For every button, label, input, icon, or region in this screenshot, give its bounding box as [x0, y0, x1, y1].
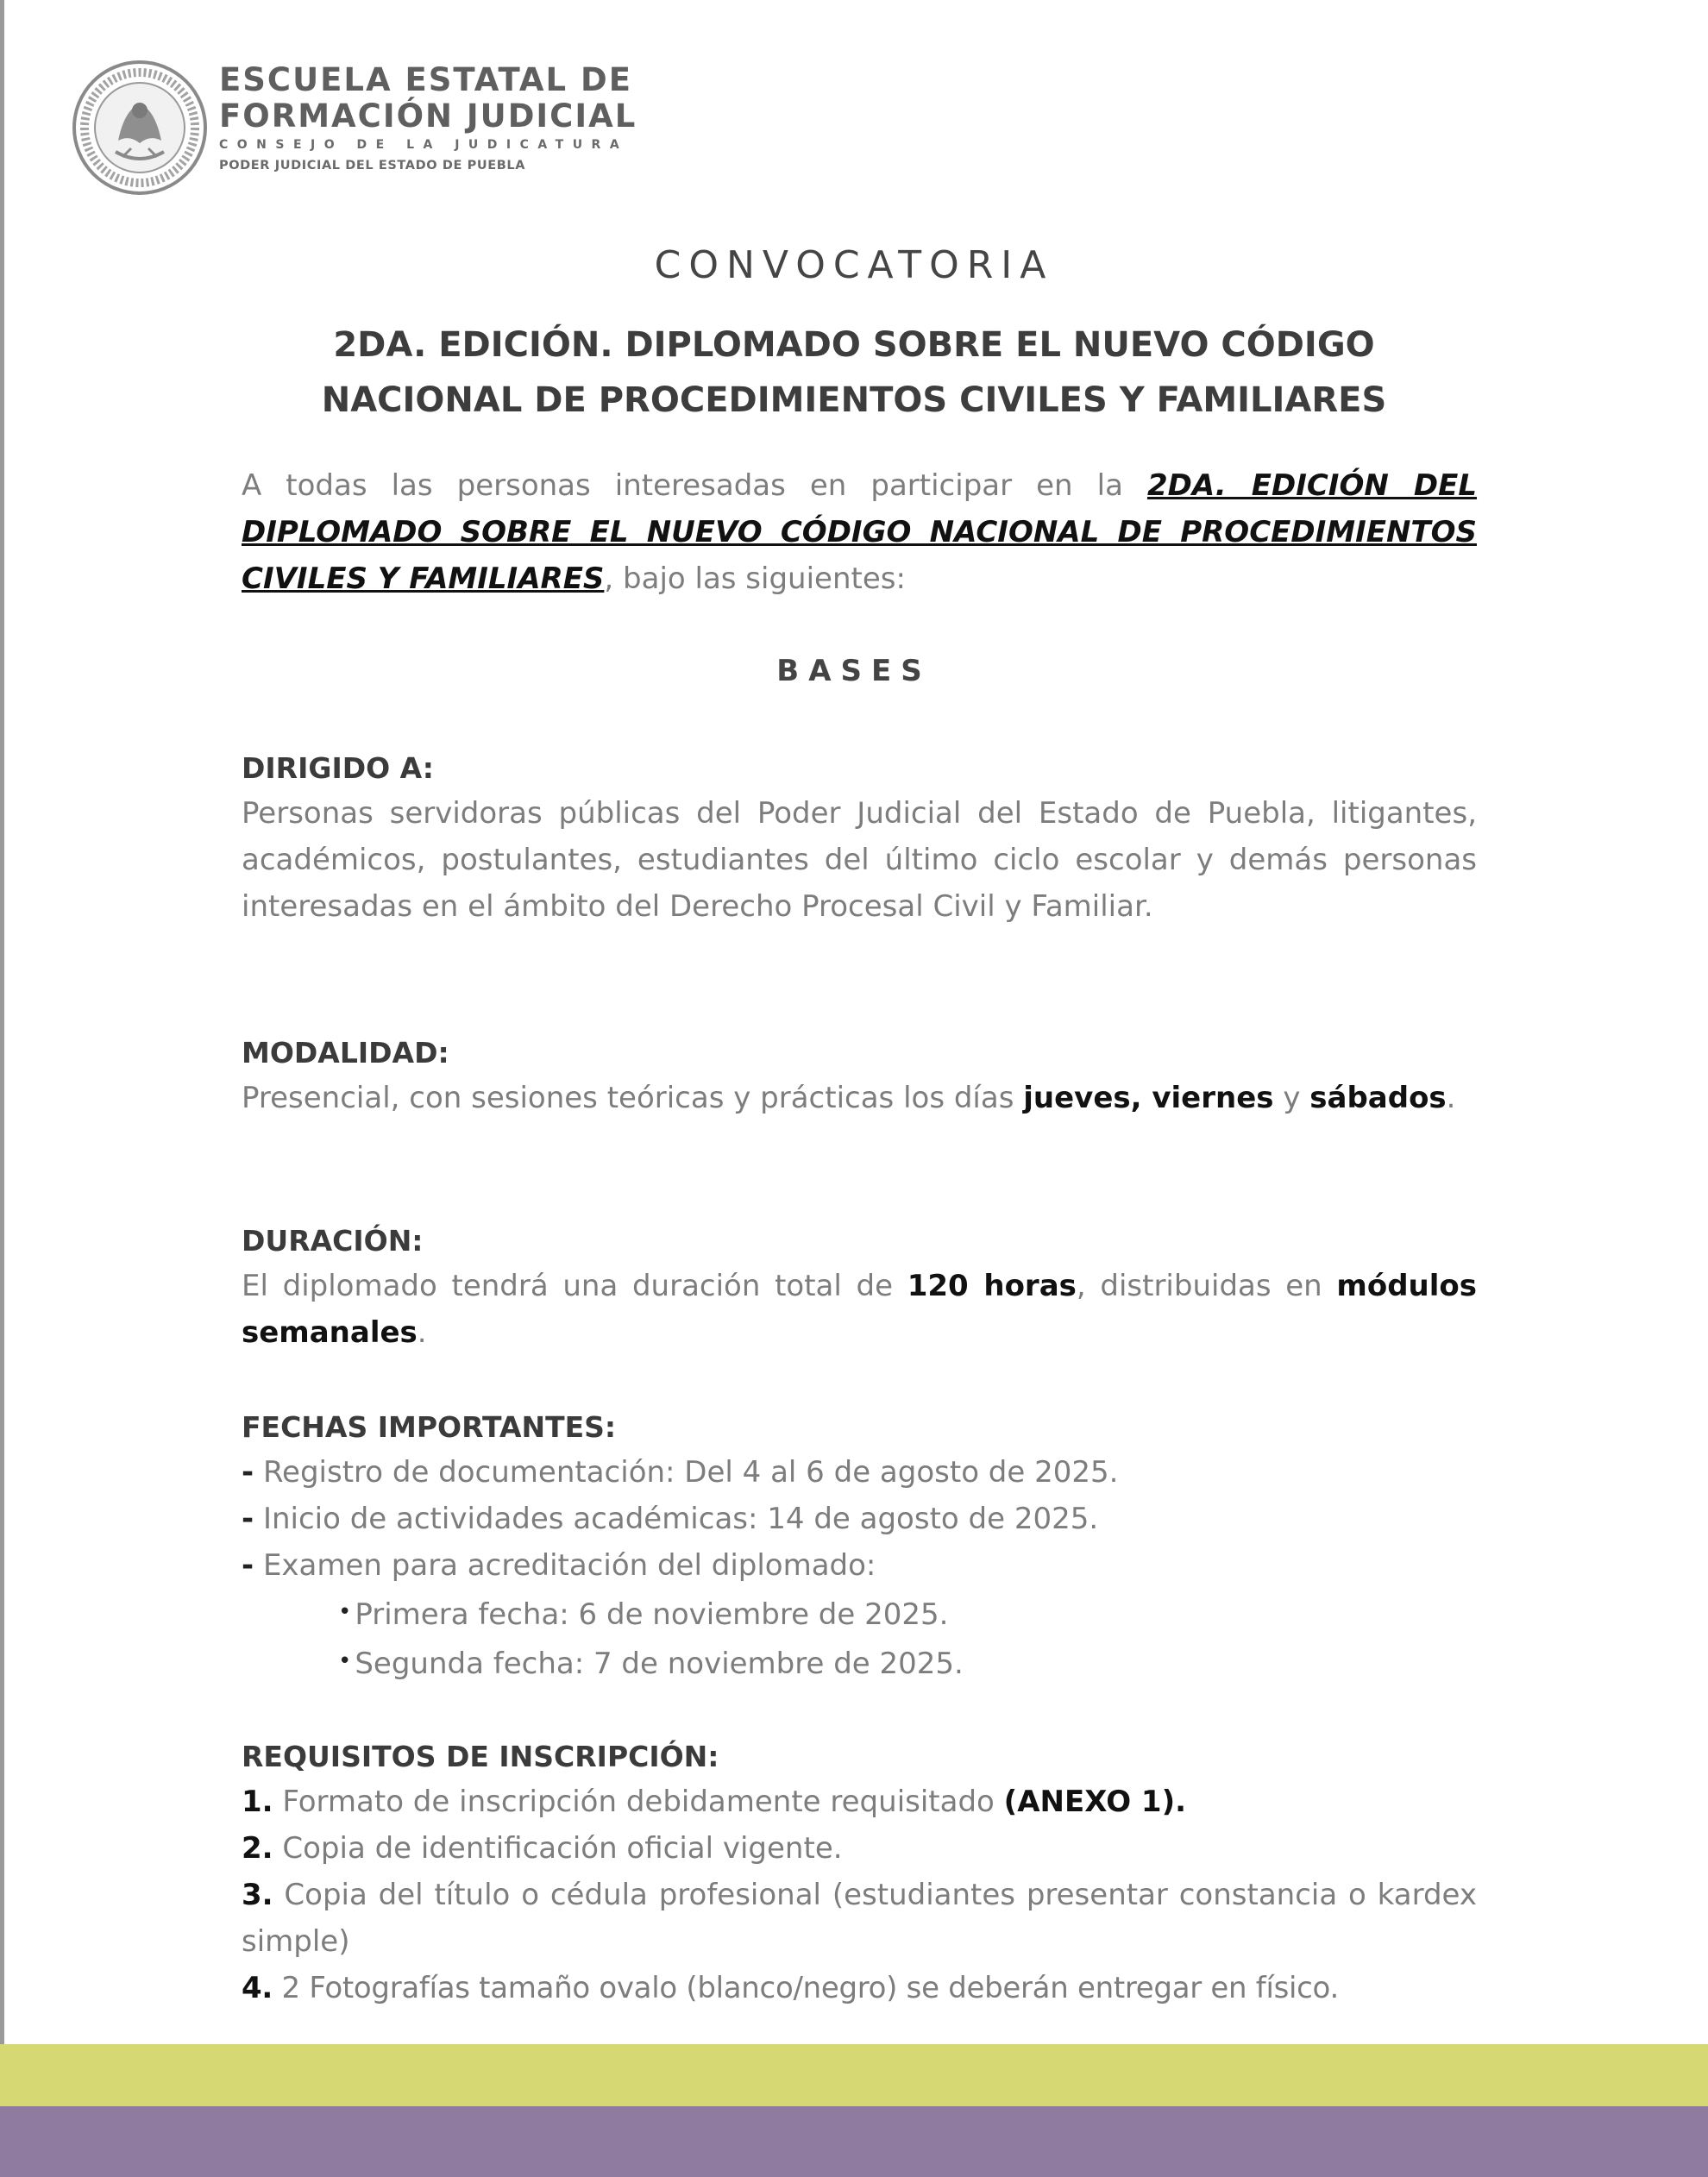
modalidad-days: jueves, viernes — [1023, 1081, 1274, 1115]
duracion-text-b: , distribuidas en — [1076, 1269, 1337, 1303]
footer-band-purple — [0, 2106, 1708, 2177]
bullet-icon: • — [338, 1648, 352, 1674]
requisito-text: Copia de identificación oficial vigente. — [273, 1831, 843, 1866]
duracion-text-c: . — [417, 1315, 427, 1350]
institution-name — [219, 62, 737, 173]
footer-band-green — [0, 2044, 1708, 2106]
requisito-item — [242, 1779, 1477, 1825]
modalidad-heading: MODALIDAD: — [242, 1036, 449, 1070]
institution-branch: PODER JUDICIAL DEL ESTADO DE PUEBLA — [219, 159, 526, 173]
fechas-heading: FECHAS IMPORTANTES: — [242, 1410, 617, 1444]
modalidad-text-a: Presencial, con sesiones teóricas y prácticas los días — [242, 1081, 1024, 1115]
fechas-item — [242, 1542, 1477, 1589]
requisito-number: 1. — [242, 1785, 273, 1819]
fechas-item — [242, 1449, 1477, 1496]
fechas-item-text: Inicio de actividades académicas: 14 de agosto de 2025. — [262, 1502, 1099, 1536]
requisito-item — [242, 1825, 1477, 1872]
requisitos-heading: REQUISITOS DE INSCRIPCIÓN: — [242, 1740, 719, 1773]
intro-paragraph — [242, 462, 1477, 602]
modalidad-text-c: . — [1446, 1081, 1456, 1115]
modalidad-section — [242, 1032, 1477, 1121]
intro-section — [242, 462, 1477, 602]
modalidad-saturday: sábados — [1309, 1081, 1447, 1115]
requisito-text: 2 Fotografías tamaño ovalo (blanco/negro) se deberán entregar en físico. — [272, 1971, 1339, 2005]
institution-name-line1: ESCUELA ESTATAL DE — [219, 61, 632, 98]
page-left-border — [0, 0, 4, 2044]
intro-tail: , bajo las siguientes: — [604, 562, 906, 596]
bases-heading: BASES — [776, 654, 932, 688]
intro-lead: A todas las personas interesadas en participar en la — [242, 468, 1147, 503]
duracion-modules: módulos semanales — [242, 1269, 1477, 1350]
page-title: CONVOCATORIA — [654, 243, 1054, 287]
dash-marker: - — [242, 1548, 254, 1583]
duracion-hours: 120 horas — [907, 1269, 1077, 1303]
requisito-item — [242, 1965, 1477, 2011]
dirigido-heading: DIRIGIDO A: — [242, 751, 435, 785]
duracion-heading: DURACIÓN: — [242, 1224, 424, 1258]
fechas-subitem — [242, 1638, 1477, 1687]
fechas-subitem-text: Primera fecha: 6 de noviembre de 2025. — [355, 1597, 949, 1632]
institution-name-line2: FORMACIÓN JUDICIAL — [219, 97, 637, 135]
fechas-item-text: Examen para acreditación del diplomado: — [262, 1548, 876, 1583]
modalidad-text — [242, 1075, 1477, 1121]
intro-emphasis: 2DA. EDICIÓN DEL DIPLOMADO SOBRE EL NUEVO CÓDIGO NACIONAL DE PROCEDIMIENTOS CIVILES Y FAMILIARES — [242, 468, 1478, 596]
requisito-annex: (ANEXO 1). — [1003, 1785, 1187, 1819]
dirigido-text: Personas servidoras públicas del Poder Judicial del Estado de Puebla, litigantes, académicos, postulantes, estudiantes del último ciclo escolar y demás personas interesadas en el ámbito del Derecho Procesal Civil y Familiar. — [242, 796, 1477, 924]
duracion-text-a: El diplomado tendrá una duración total de — [242, 1269, 907, 1303]
dash-marker: - — [242, 1502, 254, 1536]
bullet-icon: • — [338, 1599, 352, 1625]
fechas-section — [242, 1406, 1477, 1687]
fechas-item — [242, 1496, 1477, 1542]
duracion-section — [242, 1220, 1477, 1356]
fechas-item-text: Registro de documentación: Del 4 al 6 de agosto de 2025. — [262, 1455, 1119, 1490]
requisito-item — [242, 1872, 1477, 1965]
institution-council: CONSEJO DE LA JUDICATURA — [219, 138, 629, 152]
requisitos-section — [242, 1735, 1477, 2011]
duracion-text — [242, 1263, 1477, 1356]
diploma-title: 2DA. EDICIÓN. DIPLOMADO SOBRE EL NUEVO CÓDIGO NACIONAL DE PROCEDIMIENTOS CIVILES Y FAMILIARES — [321, 325, 1387, 420]
requisito-number: 3. — [242, 1878, 273, 1912]
modalidad-text-b: y — [1273, 1081, 1310, 1115]
fechas-subitem-text: Segunda fecha: 7 de noviembre de 2025. — [355, 1647, 964, 1681]
requisito-text: Formato de inscripción debidamente requisitado — [273, 1785, 1004, 1819]
requisito-number: 4. — [242, 1971, 273, 2005]
coat-of-arms-seal-icon — [71, 59, 209, 197]
dirigido-section — [242, 747, 1477, 930]
requisito-text: Copia del título o cédula profesional (estudiantes presentar constancia o kardex simple) — [242, 1878, 1477, 1959]
dash-marker: - — [242, 1455, 254, 1490]
fechas-subitem — [242, 1589, 1477, 1638]
requisito-number: 2. — [242, 1831, 273, 1866]
